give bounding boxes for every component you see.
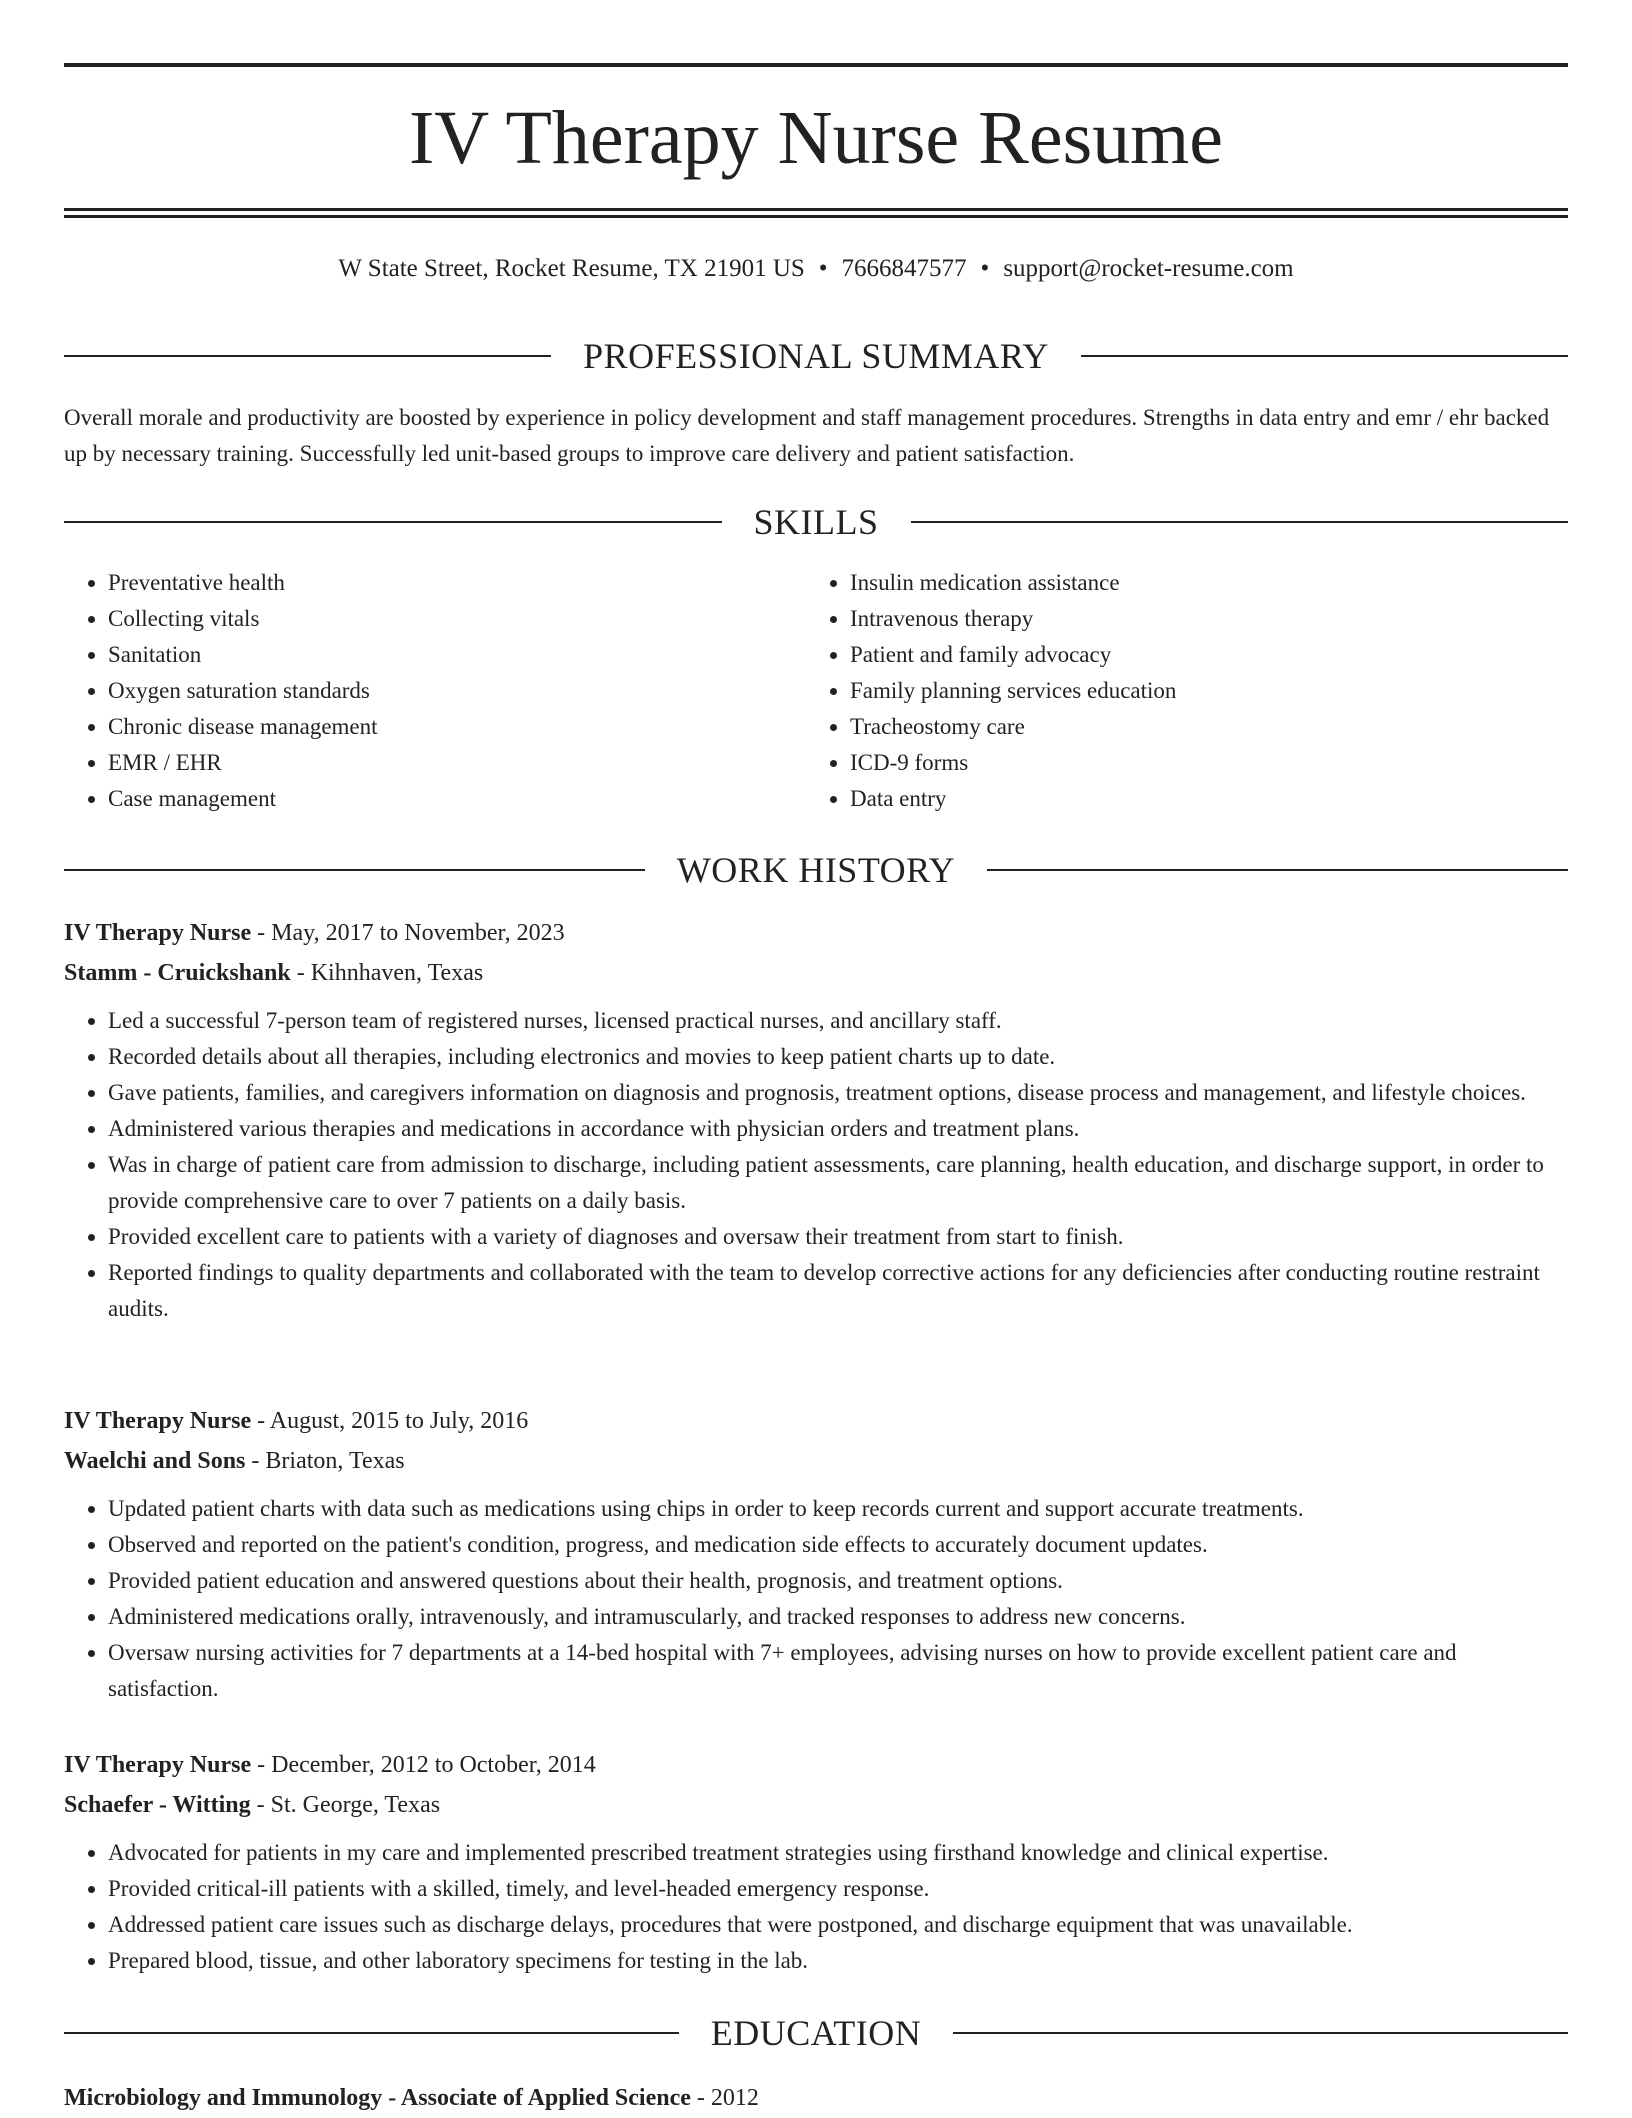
section-header-work xyxy=(64,848,1568,892)
job-dates: - August, 2015 to July, 2016 xyxy=(251,1408,529,1434)
section-header-education xyxy=(64,2011,1568,2055)
skill-item: • Insulin medication assistance xyxy=(850,565,1548,601)
job-company: Waelchi and Sons xyxy=(64,1448,246,1474)
job-dates: - May, 2017 to November, 2023 xyxy=(251,920,565,946)
education-entry xyxy=(64,2078,1568,2118)
job-title: IV Therapy Nurse xyxy=(64,1752,252,1778)
section-header-summary xyxy=(64,334,1568,378)
contact-separator: • xyxy=(818,255,828,282)
job-bullet: • Administered various therapies and medications in accordance with physician orders and treatment plans. xyxy=(108,1111,1568,1147)
job-bullets xyxy=(64,1835,1568,1979)
section-header-skills xyxy=(64,500,1568,544)
job-title-line xyxy=(64,1401,1568,1441)
title-double-divider xyxy=(64,208,1568,218)
section-divider xyxy=(953,2032,1568,2034)
contact-email: support@rocket-resume.com xyxy=(1003,255,1294,282)
job-bullet: • Addressed patient care issues such as discharge delays, procedures that were postponed, and discharge equipment that was unavailable. xyxy=(108,1907,1568,1943)
job-company-line xyxy=(64,1785,1568,1825)
education-degree: Microbiology and Immunology - Associate of Applied Science xyxy=(64,2085,691,2111)
job-bullet: • Prepared blood, tissue, and other laboratory specimens for testing in the lab. xyxy=(108,1943,1568,1979)
section-divider xyxy=(64,355,551,357)
job-entry xyxy=(64,1745,1568,1979)
job-bullet: • Advocated for patients in my care and implemented prescribed treatment strategies using firsthand knowledge and clinical expertise. xyxy=(108,1835,1568,1871)
job-company: Schaefer - Witting xyxy=(64,1792,251,1818)
contact-separator: • xyxy=(980,255,990,282)
section-title-summary: PROFESSIONAL SUMMARY xyxy=(583,336,1049,376)
skills-column-left xyxy=(64,565,806,817)
job-location: - Briaton, Texas xyxy=(245,1448,405,1474)
job-title: IV Therapy Nurse xyxy=(64,920,252,946)
contact-address: W State Street, Rocket Resume, TX 21901 US xyxy=(338,255,805,282)
job-entry xyxy=(64,913,1568,1327)
job-company-line xyxy=(64,1441,1568,1481)
job-title-line xyxy=(64,1745,1568,1785)
contact-phone: 7666847577 xyxy=(841,255,967,282)
job-bullets xyxy=(64,1003,1568,1327)
skill-item: • Tracheostomy care xyxy=(850,709,1548,745)
summary-text: Overall morale and productivity are boosted by experience in policy development and staff management procedures. Strengths in data entry and emr / ehr backed up by necessary training. Successfully led unit-based groups to improve care delivery and patient satisfaction. xyxy=(64,405,1550,466)
job-location: - St. George, Texas xyxy=(250,1792,441,1818)
job-title: IV Therapy Nurse xyxy=(64,1408,252,1434)
job-bullet: • Led a successful 7-person team of registered nurses, licensed practical nurses, and ancillary staff. xyxy=(108,1003,1568,1039)
job-location: - Kihnhaven, Texas xyxy=(290,960,484,986)
job-dates: - December, 2012 to October, 2014 xyxy=(251,1752,596,1778)
job-title-line xyxy=(64,913,1568,953)
skill-item: • Sanitation xyxy=(108,637,806,673)
job-bullet: • Observed and reported on the patient's condition, progress, and medication side effects to accurately document updates. xyxy=(108,1527,1568,1563)
job-bullet: • Recorded details about all therapies, including electronics and movies to keep patient charts up to date. xyxy=(108,1039,1568,1075)
skills-list xyxy=(64,565,1568,817)
skill-item: • Family planning services education xyxy=(850,673,1548,709)
section-title-work: WORK HISTORY xyxy=(676,850,956,890)
job-bullet: • Provided critical-ill patients with a skilled, timely, and level-headed emergency response. xyxy=(108,1871,1568,1907)
skill-item: • Collecting vitals xyxy=(108,601,806,637)
job-bullets xyxy=(64,1491,1568,1707)
job-bullet: • Was in charge of patient care from admission to discharge, including patient assessments, care planning, health education, and discharge support, in order to provide comprehensive care to over 7 patients on a daily basis. xyxy=(108,1147,1568,1219)
skill-item: • ICD-9 forms xyxy=(850,745,1548,781)
section-title-skills: SKILLS xyxy=(753,502,879,542)
job-bullet: • Administered medications orally, intravenously, and intramuscularly, and tracked responses to address new concerns. xyxy=(108,1599,1568,1635)
job-company-line xyxy=(64,953,1568,993)
job-entry xyxy=(64,1401,1568,1707)
skill-item: • Case management xyxy=(108,781,806,817)
resume-title: IV Therapy Nurse Resume xyxy=(409,96,1223,180)
section-divider xyxy=(64,2032,679,2034)
section-divider xyxy=(64,869,645,871)
skill-item: • Preventative health xyxy=(108,565,806,601)
section-divider xyxy=(987,869,1568,871)
job-bullet: • Oversaw nursing activities for 7 departments at a 14-bed hospital with 7+ employees, advising nurses on how to provide excellent patient care and satisfaction. xyxy=(108,1635,1568,1707)
skill-item: • Data entry xyxy=(850,781,1548,817)
section-divider xyxy=(911,521,1569,523)
job-company: Stamm - Cruickshank xyxy=(64,960,291,986)
education-year: - 2012 xyxy=(690,2085,759,2111)
section-title-education: EDUCATION xyxy=(710,2013,922,2053)
job-bullet: • Provided excellent care to patients with a variety of diagnoses and oversaw their treatment from start to finish. xyxy=(108,1219,1568,1255)
top-divider xyxy=(64,63,1568,67)
job-bullet: • Updated patient charts with data such as medications using chips in order to keep records current and support accurate treatments. xyxy=(108,1491,1568,1527)
skill-item: • Patient and family advocacy xyxy=(850,637,1548,673)
skills-column-right xyxy=(806,565,1548,817)
skill-item: • Intravenous therapy xyxy=(850,601,1548,637)
skill-item: • EMR / EHR xyxy=(108,745,806,781)
skill-item: • Chronic disease management xyxy=(108,709,806,745)
section-divider xyxy=(1081,355,1568,357)
job-bullet: • Gave patients, families, and caregivers information on diagnosis and prognosis, treatment options, disease process and management, and lifestyle choices. xyxy=(108,1075,1568,1111)
job-bullet: • Provided patient education and answered questions about their health, prognosis, and treatment options. xyxy=(108,1563,1568,1599)
section-divider xyxy=(64,521,722,523)
contact-line xyxy=(64,252,1568,286)
skill-item: • Oxygen saturation standards xyxy=(108,673,806,709)
job-bullet: • Reported findings to quality departments and collaborated with the team to develop corrective actions for any deficiencies after conducting routine restraint audits. xyxy=(108,1255,1568,1327)
